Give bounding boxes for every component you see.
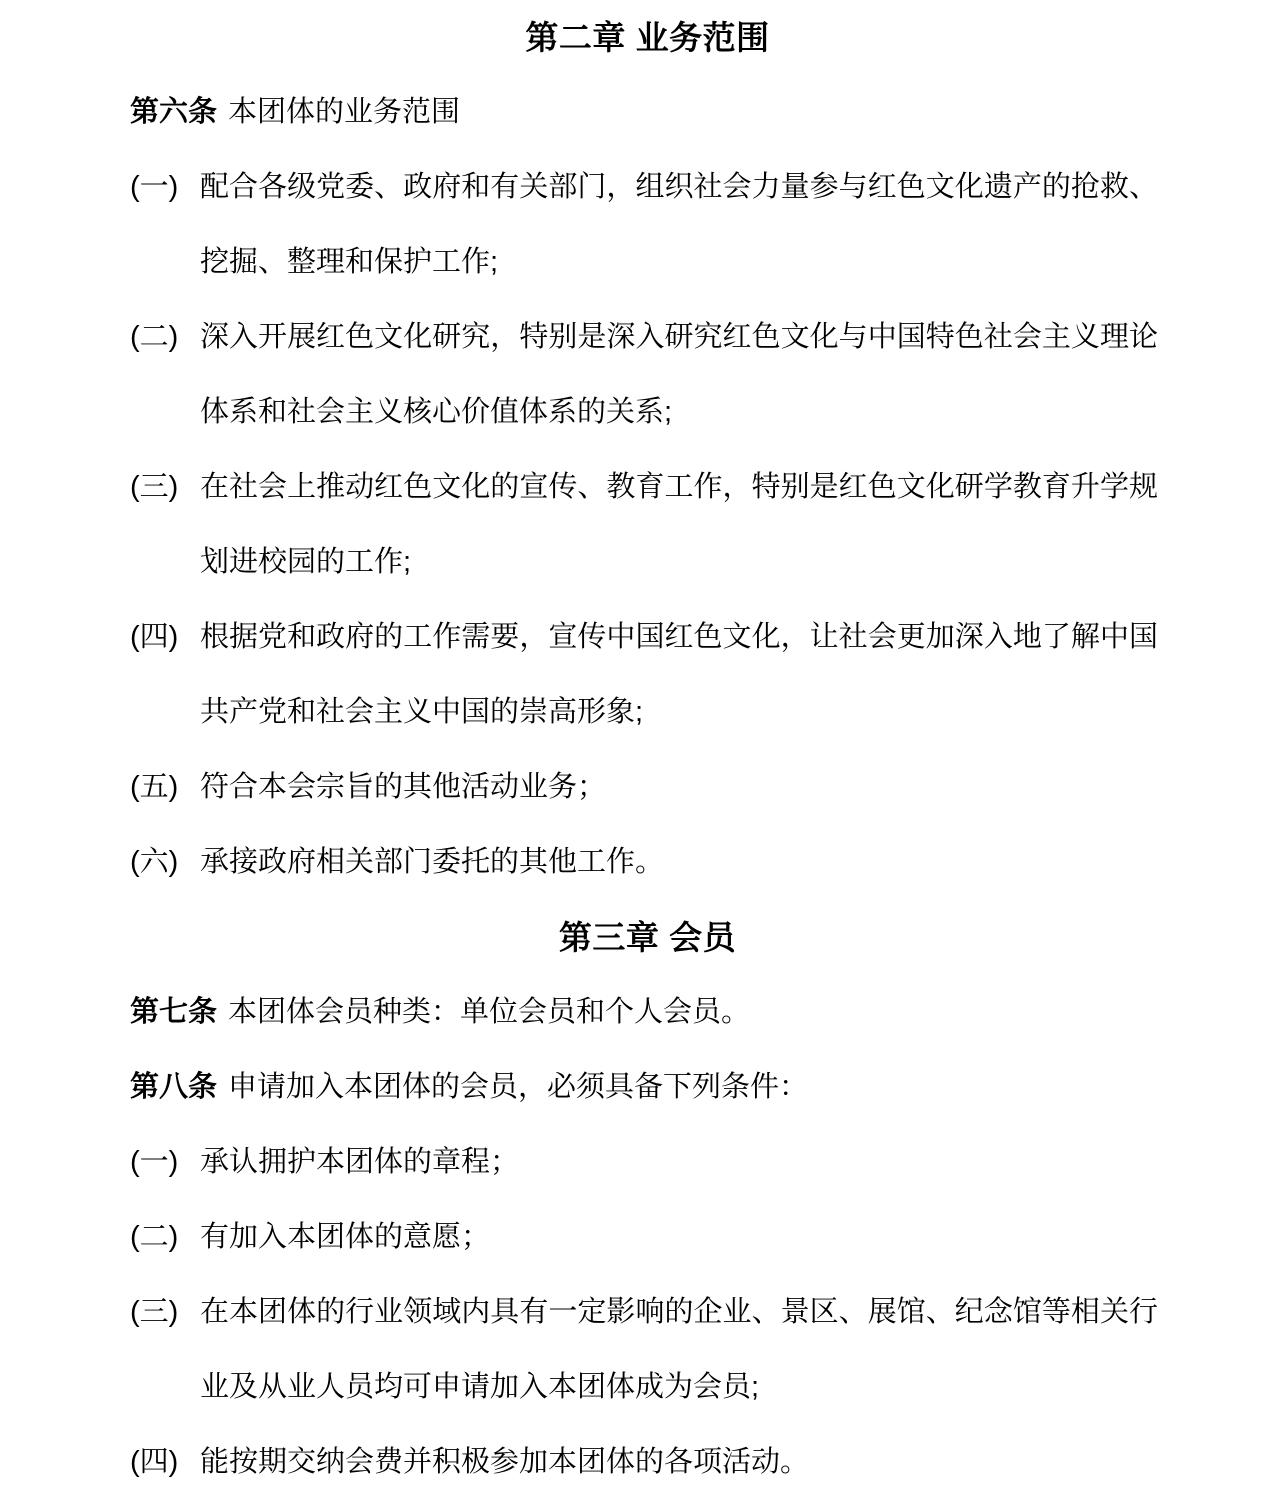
article-line [130,1050,1165,1125]
list-item [130,300,1158,450]
item-text: 在本团体的行业领域内具有一定影响的企业、景区、展馆、纪念馆等相关行业及从业人员均可申请加入本团体成为会员; [200,1296,1158,1403]
article-text: 申请加入本团体的会员，必须具备下列条件： [228,1071,809,1103]
article-label: 第八条 [130,1071,218,1103]
list-item [130,450,1158,600]
item-marker: (三) [130,471,179,503]
item-text: 能按期交纳会费并积极参加本团体的各项活动。 [200,1446,810,1478]
list-item [130,750,1158,825]
chapter-heading: 第三章 会员 [558,919,737,956]
item-marker: (四) [130,621,179,653]
item-text: 有加入本团体的意愿； [200,1221,491,1253]
item-text: 在社会上推动红色文化的宣传、教育工作，特别是红色文化研学教育升学规划进校园的工作; [200,471,1158,578]
article-line [130,975,1165,1050]
item-marker: (二) [130,321,179,353]
item-text: 深入开展红色文化研究，特别是深入研究红色文化与中国特色社会主义理论体系和社会主义核心价值体系的关系; [200,321,1158,428]
list-item [130,1200,1158,1275]
article-label: 第七条 [130,996,218,1028]
item-marker: (一) [130,1146,179,1178]
item-text: 根据党和政府的工作需要，宣传中国红色文化，让社会更加深入地了解中国共产党和社会主义中国的崇高形象; [200,621,1158,728]
item-marker: (三) [130,1296,179,1328]
item-marker: (二) [130,1221,179,1253]
article-line [130,75,1165,150]
chapter-heading: 第二章 业务范围 [525,19,770,56]
list-item [130,1125,1158,1200]
item-marker: (一) [130,171,179,203]
article-text: 本团体会员种类：单位会员和个人会员。 [228,996,751,1028]
article-text: 本团体的业务范围 [228,96,461,128]
item-marker: (六) [130,846,179,878]
article-label: 第六条 [130,96,218,128]
item-text: 符合本会宗旨的其他活动业务； [200,771,607,803]
list-item [130,1425,1158,1500]
item-text: 承认拥护本团体的章程； [200,1146,520,1178]
item-marker: (四) [130,1446,179,1478]
item-text: 承接政府相关部门委托的其他工作。 [200,846,665,878]
list-item [130,600,1158,750]
list-item [130,825,1158,900]
item-marker: (五) [130,771,179,803]
item-text: 配合各级党委、政府和有关部门，组织社会力量参与红色文化遗产的抢救、挖掘、整理和保护工作; [200,171,1158,278]
list-item [130,150,1158,300]
list-item [130,1275,1158,1425]
